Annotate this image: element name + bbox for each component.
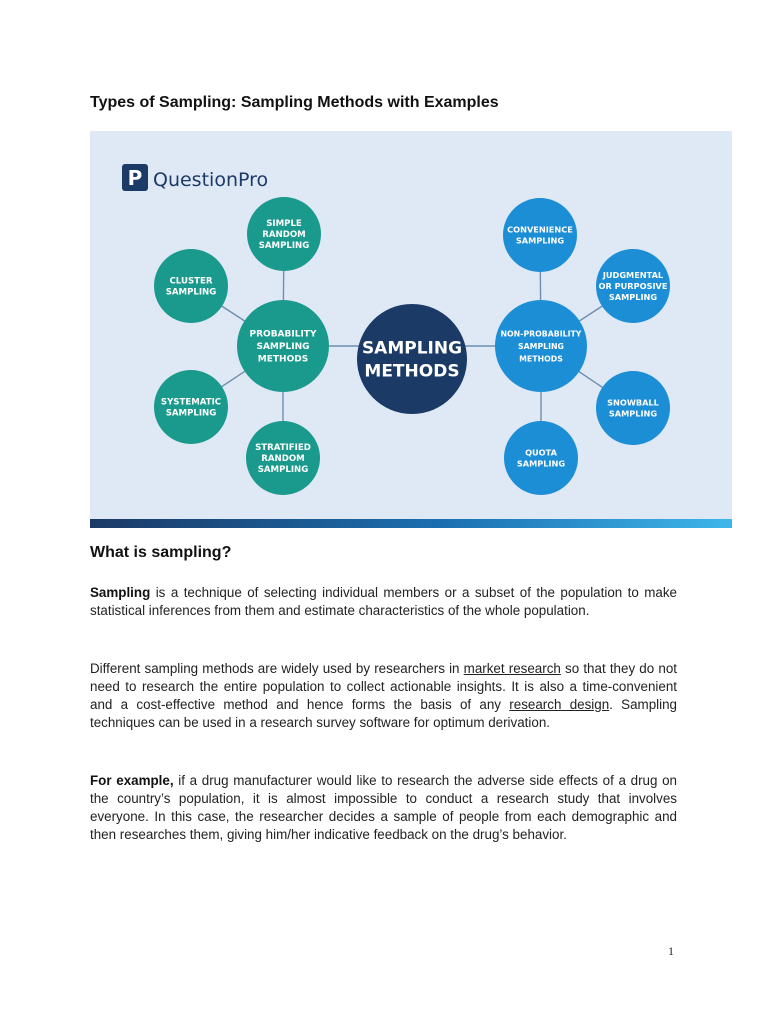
probability-method-node-label-line: CLUSTER [169,276,213,287]
nonprobability-hub-node-label-line: SAMPLING [518,341,564,351]
probability-method-node [247,197,321,271]
diagram-bottom-bar [90,519,732,528]
nonprobability-hub-node [495,300,587,392]
section-heading: What is sampling? [90,544,232,561]
nonprobability-method-node-label-line: JUDGMENTAL [602,269,664,280]
nonprobability-method-node [503,198,577,272]
probability-method-node [246,421,320,495]
probability-hub-node-label-line: SAMPLING [256,342,310,353]
nonprobability-method-node-label-line: SAMPLING [608,408,658,419]
probability-method-node [154,249,228,323]
nonprobability-method-node-label-line: SAMPLING [516,458,566,469]
center-node-sampling-methods-circle [357,304,467,414]
example-text: if a drug manufacturer would like to research the adverse side effects of a drug on the country’s population, it is almost impossible to conduct a research study that involves everyone. In this case, the researcher decides a sample of people from each demographic and then researches them, giving him/her indicative feedback on the drug’s behavior. [90,773,677,842]
center-node-sampling-methods-label-line: SAMPLING [361,338,463,359]
center-node-sampling-methods [357,304,467,414]
term-sampling: Sampling [90,585,151,600]
document-title: Types of Sampling: Sampling Methods with Examples [90,94,499,111]
nonprobability-method-node-label-line: OR PURPOSIVE [598,280,668,291]
nonprobability-method-node-label-line: SNOWBALL [607,397,659,408]
probability-method-node-label-line: SAMPLING [257,465,309,476]
logo-letter: P [127,166,143,190]
nonprobability-method-node-label-line: CONVENIENCE [507,224,573,235]
probability-method-node-label-line: SIMPLE [266,219,302,230]
probability-method-node [154,370,228,444]
probability-method-node-label-line: SAMPLING [258,241,310,252]
methods-text-b: so that they do not need to research the entire population to collect actionable insights. It is also a time-convenient and a cost-effective method and hence forms the basis of any [90,661,677,712]
page-number: 1 [668,944,674,958]
nonprobability-method-node-label-line: SAMPLING [515,235,565,246]
paragraph-methods [90,660,677,732]
diagram-canvas [90,131,732,528]
nonprobability-method-node-label-line: SAMPLING [608,291,658,302]
paragraph-example [90,772,677,844]
example-label: For example, [90,773,174,788]
probability-hub-node-label-line: METHODS [257,354,309,365]
probability-method-node-label-line: SAMPLING [165,287,217,298]
center-node-sampling-methods-label-line: METHODS [364,361,460,382]
sampling-methods-diagram [90,131,732,528]
paragraph-definition [90,584,677,620]
methods-text-c: . Sampling techniques can be used in a research survey software for optimum derivation. [90,697,677,730]
research-design-link[interactable]: research design [509,697,610,712]
probability-hub-node-label-line: PROBABILITY [249,329,317,340]
definition-text: is a technique of selecting individual members or a subset of the population to make statistical inferences from them and estimate characteristics of the whole population. [90,585,677,618]
nonprobability-hub-node-label-line: NON-PROBABILITY [500,329,582,339]
probability-method-node-label-line: STRATIFIED [255,443,311,454]
market-research-link[interactable]: market research [463,661,561,676]
probability-method-node-label-line: SAMPLING [165,408,217,419]
logo-text: QuestionPro [153,169,269,191]
probability-method-node-label-line: SYSTEMATIC [160,397,222,408]
probability-method-node-label-line: RANDOM [262,230,306,241]
nonprobability-method-node [504,421,578,495]
probability-method-node-label-line: RANDOM [261,454,305,465]
methods-text-a: Different sampling methods are widely used by researchers in [90,661,464,676]
nonprobability-method-node-label-line: QUOTA [525,447,557,458]
questionpro-logo [122,164,268,191]
nonprobability-method-node [596,249,670,323]
probability-hub-node [237,300,329,392]
nonprobability-hub-node-label-line: METHODS [519,354,563,364]
nonprobability-method-node [596,371,670,445]
